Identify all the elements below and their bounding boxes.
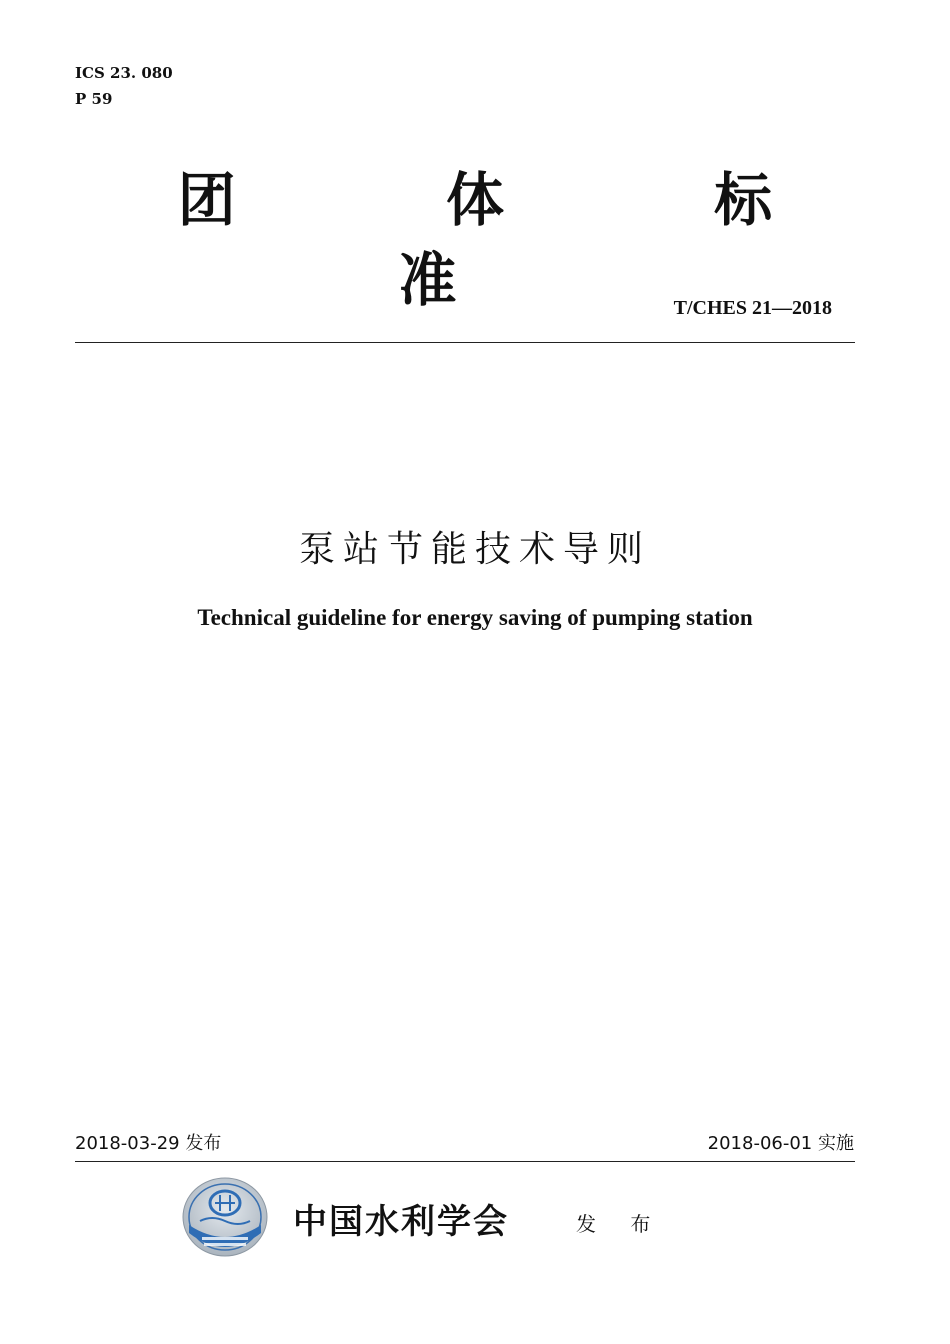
chinese-title: 泵站节能技术导则 bbox=[298, 529, 651, 570]
publish-label: 发 布 bbox=[576, 1212, 665, 1236]
publisher-name: 中国水利学会 bbox=[293, 1202, 509, 1242]
standard-number: T/CHES 21—2018 bbox=[673, 297, 832, 319]
top-divider bbox=[75, 342, 855, 343]
ics-code: ICS 23. 080 bbox=[75, 64, 173, 82]
ccs-code: P 59 bbox=[75, 90, 113, 108]
security-seal-icon bbox=[182, 1177, 268, 1257]
english-title: Technical guideline for energy saving of pumping station bbox=[197, 605, 753, 630]
standard-type-heading: 团 体 标 准 bbox=[177, 166, 868, 314]
issue-date: 2018-03-29 发布 bbox=[75, 1133, 222, 1154]
bottom-divider bbox=[75, 1161, 855, 1162]
implementation-date: 2018-06-01 实施 bbox=[707, 1133, 854, 1154]
